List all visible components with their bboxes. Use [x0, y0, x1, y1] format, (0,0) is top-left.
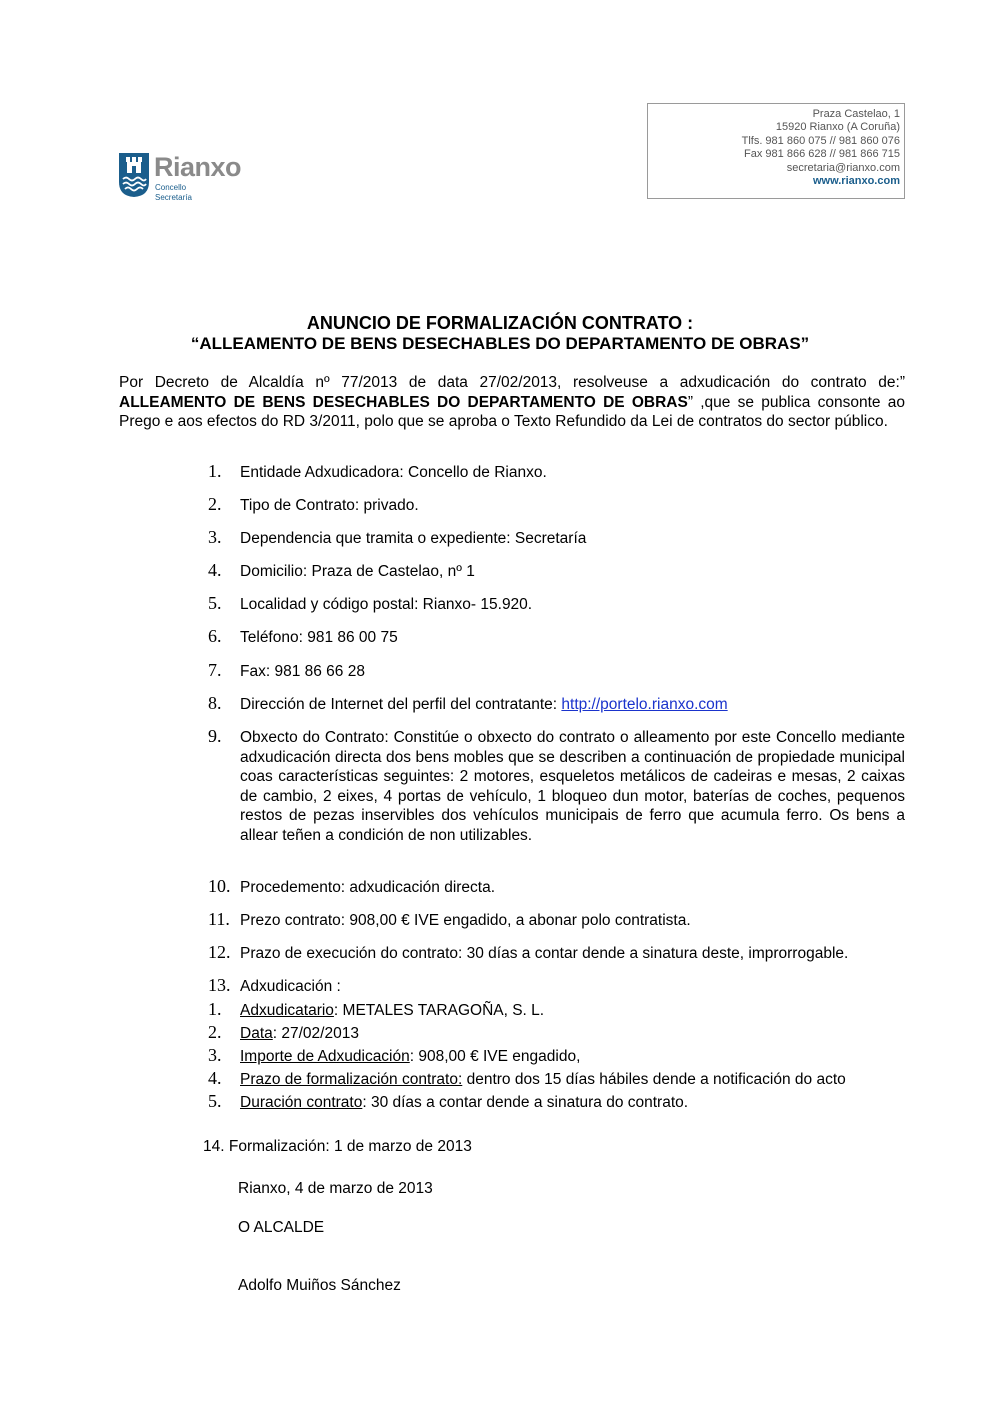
logo-concello: Concello [155, 183, 187, 192]
item-text: Fax: 981 86 66 28 [240, 663, 365, 680]
sub-item-number: 2. [208, 1022, 222, 1042]
item-label: Dirección de Internet del perfil del contratante: [240, 696, 562, 713]
sub-item-label: Importe de Adxudicación [240, 1048, 410, 1065]
sub-item-value: : 908,00 € IVE engadido, [409, 1048, 581, 1065]
contact-fax: Fax 981 866 628 // 981 866 715 [744, 148, 900, 161]
sub-item-text [240, 1093, 905, 1113]
coat-of-arms-icon [118, 152, 150, 198]
page-subtitle: “ALLEAMENTO DE BENS DESECHABLES DO DEPARTAMENTO DE OBRAS” [190, 334, 810, 353]
intro-contract-name: ALLEAMENTO DE BENS DESECHABLES DO DEPARTAMENTO DE OBRAS [119, 393, 688, 411]
item-number: 4. [208, 560, 222, 580]
signatory-name: Adolfo Muiños Sánchez [238, 1277, 401, 1294]
sub-item-label: Duración contrato [240, 1094, 363, 1111]
signatory-role: O ALCALDE [238, 1219, 325, 1236]
sub-item-number: 1. [208, 999, 222, 1019]
intro-text-2: ” ,que se publica consonte ao Prego e aos efectos do RD 3/2011, polo que se aproba o Texto Refundido da Lei de contratos do sector público. [119, 393, 905, 430]
sub-item-text [240, 1001, 905, 1021]
item-number: 5. [208, 593, 222, 613]
contact-postal: 15920 Rianxo (A Coruña) [775, 121, 900, 134]
item-text: Adxudicación : [240, 978, 341, 995]
sub-item-value: : METALES TARAGOÑA, S. L. [333, 1002, 545, 1019]
item-text: Localidad y código postal: Rianxo- 15.920. [240, 596, 533, 613]
sub-item-number: 5. [208, 1091, 222, 1111]
item-number: 1. [208, 461, 222, 481]
item-number: 10. [208, 876, 231, 896]
sub-item-text [240, 1047, 905, 1067]
intro-text-1: Por Decreto de Alcaldía nº 77/2013 de data 27/02/2013, resolveuse a adxudicación do contrato de:” [119, 374, 905, 391]
sub-item-value: dentro dos 15 días hábiles dende a notificación do acto [462, 1071, 846, 1088]
sub-item-value: : 27/02/2013 [272, 1025, 359, 1042]
rianxo-logo [118, 152, 268, 204]
item-number: 6. [208, 626, 222, 646]
sub-item-number: 3. [208, 1045, 222, 1065]
contact-phones: Tlfs. 981 860 075 // 981 860 076 [741, 134, 900, 147]
item-text: Prazo de execución do contrato: 30 días a contar dende a sinatura deste, improrrogable. [240, 945, 849, 962]
item-number: 3. [208, 527, 222, 547]
contact-address: Praza Castelao, 1 [812, 108, 900, 120]
contact-email[interactable]: secretaria@rianxo.com [786, 161, 900, 174]
place-date: Rianxo, 4 de marzo de 2013 [238, 1180, 433, 1197]
item-number: 7. [208, 660, 222, 680]
item-number: 13. [208, 975, 231, 995]
item-text [240, 695, 905, 715]
contact-web[interactable]: www.rianxo.com [812, 175, 900, 188]
sub-item-text [240, 1024, 905, 1044]
item-text: Obxecto do Contrato: Constitúe o obxecto do contrato o alleamento por este Concello mediante adxudicación directa dos bens mobles que se describen a continuación de propiedade municipal coas características seguintes: 2 motores, esqueletos metálicos de cadeiras e mesas, 2 caixas de cambio, 2 eixes, 4 portas de vehículo, 1 bloqueo dun motor, baterías de coches, pequenos restos de pezas inservibles dos vehículos municipais de ferro que acumula ferro. Os bens a allear teñen a condición de non utilizables. [240, 729, 905, 844]
intro-paragraph [119, 373, 905, 432]
sub-item-label: Data [240, 1025, 273, 1042]
item-number: 2. [208, 494, 222, 514]
contact-box [647, 103, 905, 199]
sub-item-text [240, 1070, 905, 1090]
item-text: Procedemento: adxudicación directa. [240, 879, 496, 896]
logo-name: Rianxo [154, 152, 242, 182]
formalization-line: 14. Formalización: 1 de marzo de 2013 [203, 1138, 472, 1155]
sub-item-value: : 30 días a contar dende a sinatura do contrato. [362, 1094, 689, 1111]
perfil-contratante-link[interactable]: http://portelo.rianxo.com [561, 696, 728, 713]
sub-item-label: Prazo de formalización contrato: [240, 1071, 463, 1088]
sub-item-number: 4. [208, 1068, 222, 1088]
item-text: Domicilio: Praza de Castelao, nº 1 [240, 563, 475, 580]
item-number: 11. [208, 909, 230, 929]
item-text: Tipo de Contrato: privado. [240, 497, 419, 514]
item-text: Teléfono: 981 86 00 75 [240, 629, 398, 646]
sub-item-label: Adxudicatario [240, 1002, 334, 1019]
item-number: 9. [208, 726, 222, 746]
item-text: Prezo contrato: 908,00 € IVE engadido, a abonar polo contratista. [240, 912, 691, 929]
page-title: ANUNCIO DE FORMALIZACIÓN CONTRATO : [306, 313, 694, 333]
item-text: Entidade Adxudicadora: Concello de Rianxo. [240, 464, 547, 481]
item-text: Dependencia que tramita o expediente: Secretaría [240, 530, 587, 547]
item-number: 8. [208, 693, 222, 713]
logo-secretaria: Secretaría [155, 193, 192, 202]
item-number: 12. [208, 942, 231, 962]
